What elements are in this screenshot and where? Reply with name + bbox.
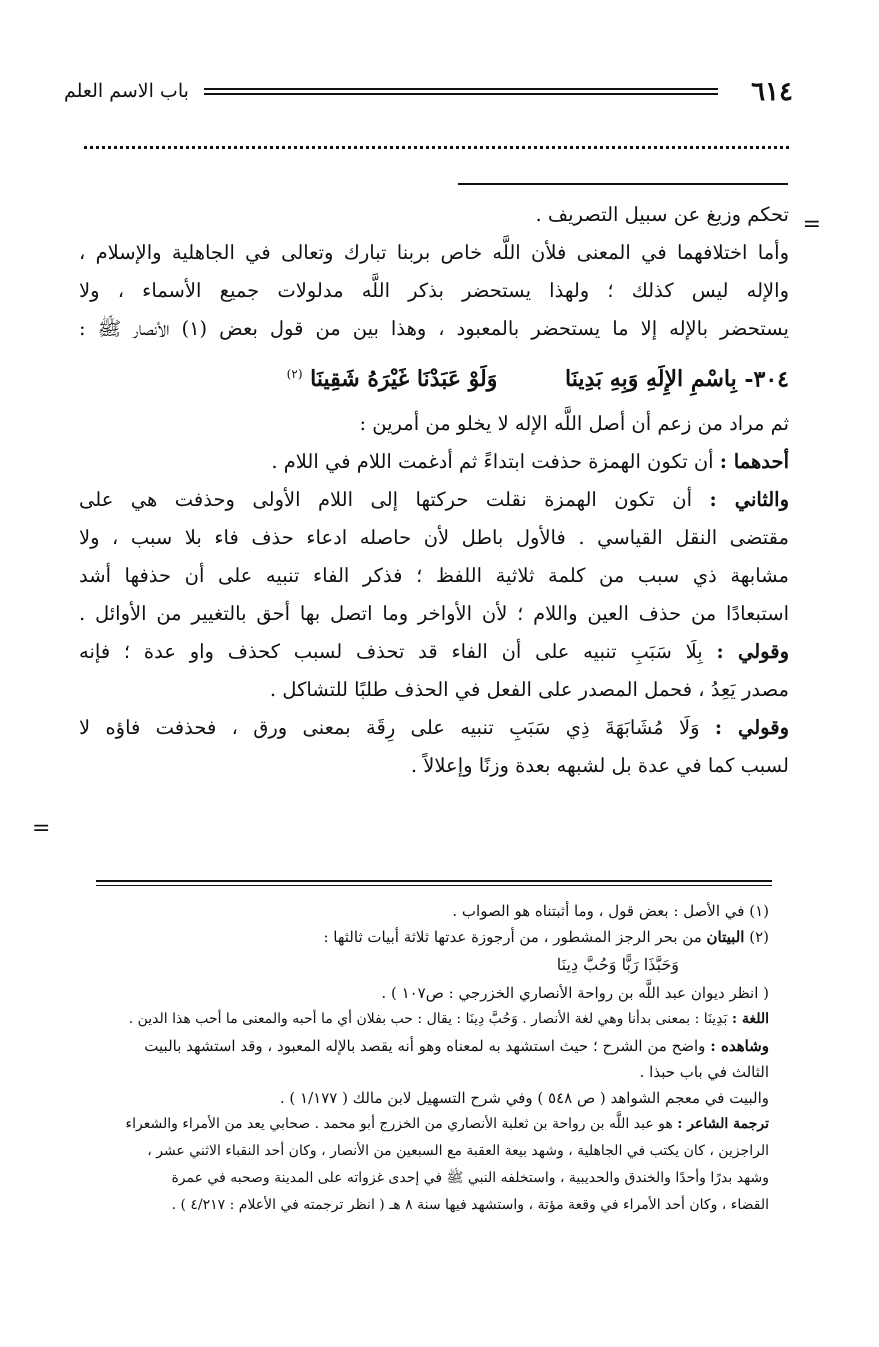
footnote-tarjama xyxy=(59,1111,769,1138)
footnote-lugha xyxy=(59,1006,769,1033)
page-number: ٦١٤ xyxy=(751,77,793,107)
text-line: مصدر يَعِدُ ، فحمل المصدر على الفعل في الحذف طلبًا للتشاكل . xyxy=(269,678,789,702)
text-line: مشابهة ذي سبب من كلمة ثلاثية اللفظ ؛ فذكر الفاء تنبيه على أن حذفها أشد xyxy=(79,564,789,588)
footnote-2-number: (٢) xyxy=(749,928,769,946)
footnote-mujam: والبيت في معجم الشواهد ( ص ٥٤٨ ) وفي شرح التسهيل لابن مالك ( ١/١٧٧ ) . xyxy=(279,1089,769,1107)
footnotes xyxy=(59,898,769,1219)
footnote-2-verse: وَحَبَّذَا رَبًّا وَحُبَّ دِينَا xyxy=(556,955,679,974)
first-case-text: أن تكون الهمزة حذفت ابتداءً ثم أدغمت اللام في اللام . xyxy=(271,450,714,474)
text-line: وأما اختلافهما في المعنى فلأن اللَّه خاص بربنا تبارك وتعالى في الجاهلية والإسلام ، xyxy=(79,241,789,264)
main-text xyxy=(79,196,789,785)
qawli-label: وقولي : xyxy=(716,640,789,664)
qawli-label: وقولي : xyxy=(714,716,789,740)
qawli-first xyxy=(79,633,789,671)
verse-304 xyxy=(79,350,789,403)
chapter-title: باب الاسم العلم xyxy=(64,80,189,102)
footnote-tarjama-4: القضاء ، وكان أحد الأمراء في وقعة مؤتة ، واستشهد فيها سنة ٨ هـ ( انظر ترجمته في الأعلام : ٤/٢١٧ ) . xyxy=(171,1197,769,1213)
verse-hemistich-first: بِاسْمِ الإِلَهِ وَبِهِ بَدِينَا xyxy=(565,366,737,393)
footnote-2-label: البيتان xyxy=(706,928,745,946)
footnote-separator xyxy=(96,880,772,886)
header-double-rule xyxy=(204,88,718,95)
qawli-second-text: وَلَا مُشَابَهَةَ ذِي سَبَبِ تنبيه على رِقَة بمعنى ورق ، فحذفت فاؤه لا xyxy=(79,716,700,740)
second-case xyxy=(79,481,789,519)
footnote-source: ( انظر ديوان عبد اللَّه بن رواحة الأنصاري الخزرجي : ص١٠٧ ) . xyxy=(381,984,769,1002)
continuation-mark-top: = xyxy=(802,212,821,237)
continuation-mark-bottom: = xyxy=(32,816,51,841)
second-case-text: أن تكون الهمزة نقلت حركتها إلى اللام الأولى وحذفت هي على xyxy=(79,488,693,512)
footnote-1: (١) في الأصل : بعض قول ، وما أثبتناه هو الصواب . xyxy=(452,902,769,920)
footnote-tarjama-2: الراجزين ، كان يكتب في الجاهلية ، وشهد بيعة العقبة مع السبعين من الأنصار ، وكان أحد النقباء الاثني عشر ، xyxy=(147,1143,769,1159)
second-case-label: والثاني : xyxy=(709,488,789,512)
footnote-ref: (٢) xyxy=(286,367,303,381)
qawli-first-text: بِلَا سَبَبِ تنبيه على أن الفاء قد تحذف لسبب كحذف واو عدة ؛ فإنه xyxy=(79,640,703,664)
footnote-shahid-cont: الثالث في باب حبذا . xyxy=(639,1063,769,1081)
shahid-label: وشاهده : xyxy=(710,1037,769,1055)
lugha-text: بَدِينَا : بمعنى بدأنا وهي لغة الأنصار . وَحُبَّ دِينَا : يقال : حب بفلان أي ما أحبه والمعنى ما أحب هذا الدين . xyxy=(128,1011,728,1027)
text-line: تحكم وزيغ عن سبيل التصريف . xyxy=(535,203,789,226)
tarjama-label: ترجمة الشاعر : xyxy=(677,1116,769,1132)
text-line: مقتضى النقل القياسي . فالأول باطل لأن حاصله ادعاء حذف فاء بلا سبب ، ولا xyxy=(79,526,789,550)
text-line: استبعادًا من حذف العين واللام ؛ لأن الأواخر وما اتصل بها أحق بالتغيير من الأوائل . xyxy=(79,602,789,626)
text-line: لسبب كما في عدة بل لشبهه بعدة وزنًا وإعلالاً . xyxy=(410,754,789,778)
short-separator xyxy=(458,183,788,185)
text-line: ثم مراد من زعم أن أصل اللَّه الإله لا يخلو من أمرين : xyxy=(359,412,789,436)
lugha-label: اللغة : xyxy=(731,1011,769,1027)
first-case xyxy=(79,443,789,481)
qawli-second xyxy=(79,709,789,747)
shahid-text: واضح من الشرح ؛ حيث استشهد به لمعناه وهو أنه يقصد بالإله المعبود ، وقد استشهد بالبيت xyxy=(144,1037,706,1055)
tarjama-text: هو عبد اللَّه بن رواحة بن ثعلبة الأنصاري من الخزرج أبو محمد . صحابي يعد من الأمراء والشعراء xyxy=(125,1116,673,1132)
running-header xyxy=(64,74,793,114)
footnote-2-text: من بحر الرجز المشطور ، من أرجوزة عدتها ثلاثة أبيات ثالثها : xyxy=(323,928,702,946)
verse-hemistich-second: وَلَوْ عَبَدْنَا غَيْرَهُ شَقِينَا xyxy=(310,366,498,393)
footnote-shahid xyxy=(59,1033,769,1059)
footnote-tarjama-3: وشهد بدرًا وأحدًا والخندق والحديبية ، واستخلفه النبي ﷺ في إحدى غزواته على المدينة وصحبه في عمرة xyxy=(171,1170,769,1186)
text-line: والإله ليس كذلك ؛ ولهذا يستحضر بذكر اللَّه مدلولات جميع الأسماء ، ولا xyxy=(79,279,789,302)
dotted-separator xyxy=(84,146,789,149)
first-case-label: أحدهما : xyxy=(719,450,789,474)
text-line: يستحضر بالإله إلا ما يستحضر بالمعبود ، وهذا بين من قول بعض (١) الأنصار ﷺ : xyxy=(79,317,789,340)
verse-number: ٣٠٤- xyxy=(744,366,789,393)
footnote-2 xyxy=(59,924,769,950)
